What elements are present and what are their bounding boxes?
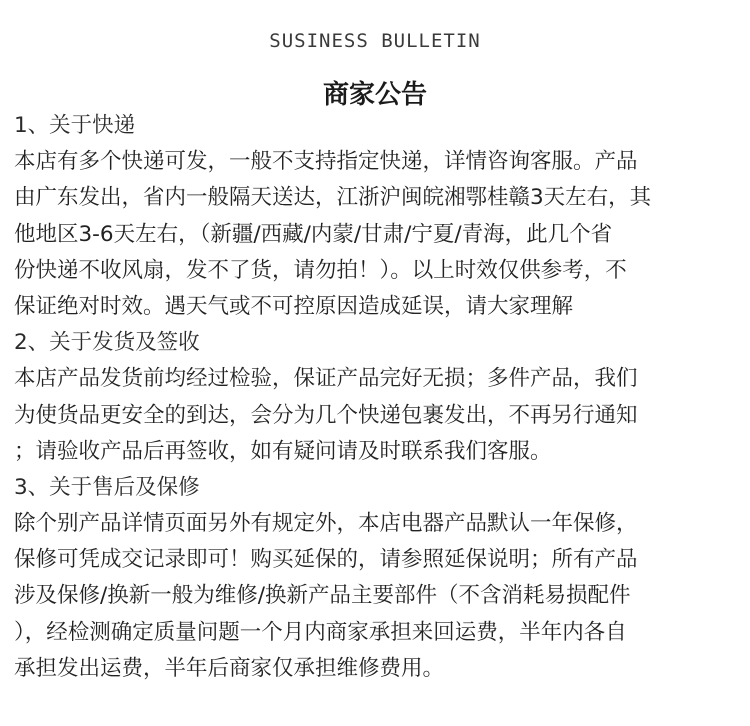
paragraph-line: 份快递不收风扇，发不了货，请勿拍！）。以上时效仅供参考，不 [14, 257, 627, 283]
paragraph-line: ），经检测确定质量问题一个月内商家承担来回运费，半年内各自 [14, 619, 627, 645]
paragraph-line: 他地区3-6天左右，（新疆/西藏/内蒙/甘肃/宁夏/青海，此几个省 [14, 221, 613, 247]
paragraph-line: 保修可凭成交记录即可！购买延保的，请参照延保说明；所有产品 [14, 547, 638, 573]
paragraph-line: 除个别产品详情页面另外有规定外，本店电器产品默认一年保修， [14, 511, 638, 537]
section-shipping [14, 108, 736, 325]
paragraph-line: 本店产品发货前均经过检验，保证产品完好无损；多件产品，我们 [14, 366, 638, 392]
paragraph-line: 涉及保修/换新一般为维修/换新产品主要部件（不含消耗易损配件 [14, 583, 631, 609]
section-after-sales [14, 470, 736, 687]
paragraph-line: 承担发出运费，半年后商家仅承担维修费用。 [14, 655, 445, 681]
section-delivery [14, 325, 736, 470]
paragraph-line: 为使货品更安全的到达，会分为几个快递包裹发出，不再另行通知 [14, 402, 638, 428]
paragraph-line: 本店有多个快递可发，一般不支持指定快递，详情咨询客服。产品 [14, 149, 638, 175]
paragraph-line: ；请验收产品后再签收，如有疑问请及时联系我们客服。 [14, 438, 552, 464]
bulletin-body [14, 108, 736, 687]
section-heading: 3、关于售后及保修 [14, 474, 200, 500]
section-heading: 1、关于快递 [14, 113, 136, 138]
paragraph-line: 保证绝对时效。遇天气或不可控原因造成延误，请大家理解 [14, 293, 574, 319]
page-title: 商家公告 [322, 80, 427, 110]
paragraph-line: 由广东发出，省内一般隔天送达，江浙沪闽皖湘鄂桂赣3天左右，其 [14, 185, 652, 211]
english-title: SUSINESS BULLETIN [269, 30, 481, 52]
section-heading: 2、关于发货及签收 [14, 330, 200, 356]
